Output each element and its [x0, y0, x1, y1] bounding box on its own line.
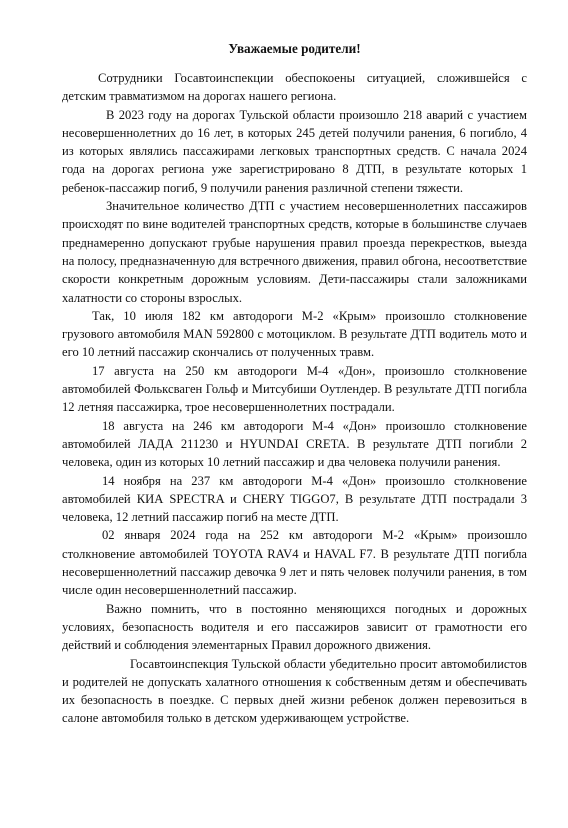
paragraph-appeal: Госавтоинспекция Тульской области убедительно просит автомобилистов и родителей не допускать халатного отношения к собственным детям и обеспечивать их безопасность в поездке. С первых дней жизни ребенок должен перевозиться в салоне автомобиля только в детском удерживающем устройстве.: [62, 656, 527, 726]
document-page: [62, 40, 527, 728]
paragraph-incident-aug18: 18 августа на 246 км автодороги М-4 «Дон» произошло столкновение автомобилей ЛАДА 211230 и HYUNDAI CRETA. В результате ДТП погибли 2 человека, один из которых 10 летний пассажир и два человека получили ранения.: [62, 418, 527, 470]
paragraph-incident-nov14: 14 ноября на 237 км автодороги М-4 «Дон» произошло столкновение автомобилей КИА SPECTRA и CHERY TIGGO7, В результате ДТП пострадали 3 человека, 12 летний пассажир погиб на месте ДТП.: [62, 473, 527, 525]
paragraph-statistics: В 2023 году на дорогах Тульской области произошло 218 аварий с участием несовершеннолетних до 16 лет, в которых 245 детей получили ранения, 6 погибло, 4 из которых являлись пассажирами легковых транспортных средств. С начала 2024 года на дорогах региона уже зарегистрировано 8 ДТП, в результате которых 1 ребенок-пассажир погиб, 9 получили ранения различной степени тяжести.: [62, 107, 527, 195]
paragraph-intro: Сотрудники Госавтоинспекции обеспокоены ситуацией, сложившейся с детским травматизмом на дорогах нашего региона.: [62, 71, 527, 104]
paragraph-incident-july: Так, 10 июля 182 км автодороги М-2 «Крым» произошло столкновение грузового автомобиля MAN 592800 с мотоциклом. В результате ДТП водитель мото и его 10 летний пассажир скончались от полученных травм.: [62, 308, 527, 360]
paragraph-incident-aug17: 17 августа на 250 км автодороги М-4 «Дон», произошло столкновение автомобилей Фольксваген Гольф и Митсубиши Оутлендер. В результате ДТП погибла 12 летняя пассажирка, трое несовершеннолетних пострадали.: [62, 363, 527, 415]
paragraph-causes: Значительное количество ДТП с участием несовершеннолетних пассажиров происходят по вине водителей транспортных средств, которые в большинстве случаев преднамеренно допускают грубые нарушения правил проезда перекрестков, выезда на полосу, предназначенную для встречного движения, правил обгона, несоответствие скорости конкретным дорожным условиям. Дети-пассажиры стали заложниками халатности со стороны взрослых.: [62, 199, 527, 305]
paragraph-incident-jan02: 02 января 2024 года на 252 км автодороги М-2 «Крым» произошло столкновение автомобилей TOYOTA RAV4 и HAVAL F7. В результате ДТП погибла несовершеннолетний пассажир девочка 9 лет и пять человек получили ранения, в том числе один несовершеннолетний пассажир.: [62, 528, 527, 598]
paragraph-reminder: Важно помнить, что в постоянно меняющихся погодных и дорожных условиях, безопасность водителя и его пассажиров зависит от грамотности его действий и соблюдения элементарных Правил дорожного движения.: [62, 601, 527, 653]
document-title: Уважаемые родители!: [228, 41, 361, 56]
